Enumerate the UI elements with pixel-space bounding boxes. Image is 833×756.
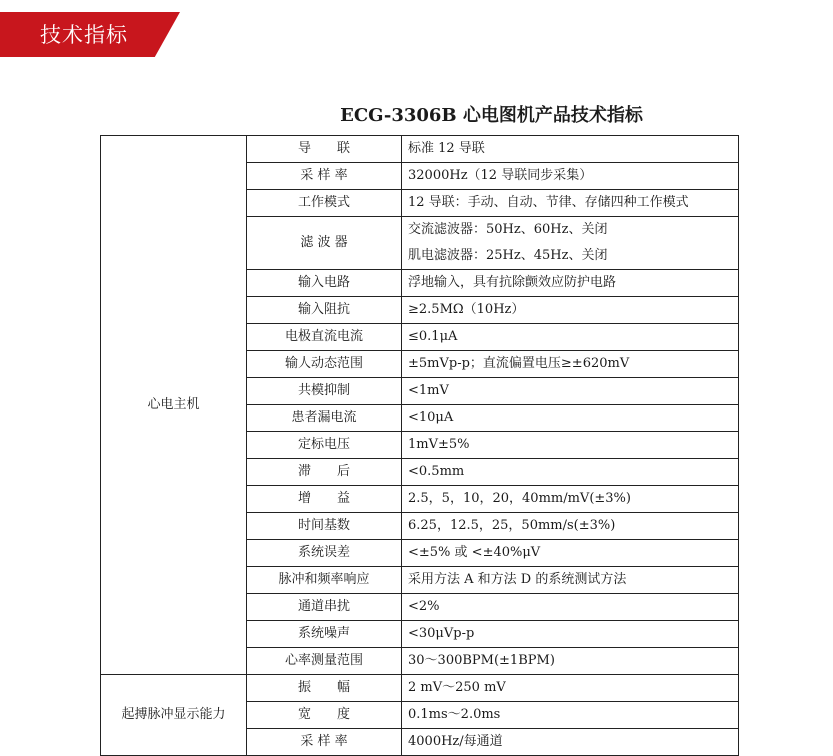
- parameter-value-line: ±5mVp-p；直流偏置电压≥±620mV: [408, 356, 630, 371]
- parameter-value: [402, 513, 739, 540]
- parameter-value: [402, 351, 739, 378]
- parameter-value-line: 12 导联：手动、自动、节律、存储四种工作模式: [408, 195, 689, 210]
- parameter-name: 采 样 率: [247, 729, 402, 756]
- parameter-value: [402, 378, 739, 405]
- parameter-name: 采 样 率: [247, 163, 402, 190]
- parameter-name: 共模抑制: [247, 378, 402, 405]
- parameter-value: [402, 270, 739, 297]
- parameter-value: [402, 297, 739, 324]
- parameter-value-line: 0.1ms～2.0ms: [408, 707, 501, 722]
- section-banner-label: 技术指标: [40, 23, 128, 47]
- parameter-value: [402, 432, 739, 459]
- parameter-value-line: <2%: [408, 599, 440, 614]
- document-title: ECG-3306B 心电图机产品技术指标: [340, 105, 643, 126]
- parameter-value: [402, 621, 739, 648]
- parameter-value-line: 浮地输入，具有抗除颤效应防护电路: [408, 275, 617, 290]
- parameter-value-line: <0.5mm: [408, 464, 465, 479]
- parameter-name: 输入阻抗: [247, 297, 402, 324]
- parameter-name: 时间基数: [247, 513, 402, 540]
- group-label: 起搏脉冲显示能力: [101, 675, 247, 756]
- parameter-name: 输人动态范围: [247, 351, 402, 378]
- parameter-value: [402, 648, 739, 675]
- parameter-value: [402, 594, 739, 621]
- parameter-name: 脉冲和频率响应: [247, 567, 402, 594]
- parameter-name: 患者漏电流: [247, 405, 402, 432]
- parameter-value: [402, 136, 739, 163]
- parameter-value: [402, 190, 739, 217]
- parameter-value: [402, 702, 739, 729]
- parameter-value: [402, 324, 739, 351]
- parameter-name: 通道串扰: [247, 594, 402, 621]
- parameter-value: [402, 217, 739, 270]
- parameter-value-line: <30μVp-p: [408, 626, 475, 641]
- table-row: [101, 675, 739, 702]
- parameter-name: 滞 后: [247, 459, 402, 486]
- parameter-name: 系统噪声: [247, 621, 402, 648]
- parameter-name: 增 益: [247, 486, 402, 513]
- parameter-value: [402, 486, 739, 513]
- parameter-name: 工作模式: [247, 190, 402, 217]
- parameter-value-line: 交流滤波器：50Hz、60Hz、关闭: [408, 222, 608, 237]
- parameter-value-line: 2.5，5，10，20，40mm/mV(±3%): [408, 491, 631, 506]
- parameter-name: 滤 波 器: [247, 217, 402, 270]
- parameter-value-line: 采用方法 A 和方法 D 的系统测试方法: [408, 572, 627, 587]
- parameter-value-line: ≤0.1μA: [408, 329, 458, 344]
- parameter-value: [402, 675, 739, 702]
- parameter-name: 振 幅: [247, 675, 402, 702]
- parameter-value-line: 6.25，12.5，25，50mm/s(±3%): [408, 518, 616, 533]
- parameter-value-line: 30～300BPM(±1BPM): [408, 653, 555, 668]
- parameter-value-line: ≥2.5MΩ（10Hz）: [408, 302, 525, 317]
- group-label: 心电主机: [101, 136, 247, 675]
- parameter-value: [402, 163, 739, 190]
- spec-table-body: [101, 136, 739, 756]
- parameter-name: 心率测量范围: [247, 648, 402, 675]
- spec-table: [100, 135, 739, 756]
- parameter-name: 导 联: [247, 136, 402, 163]
- parameter-value: [402, 567, 739, 594]
- parameter-value-line: 2 mV～250 mV: [408, 680, 506, 695]
- table-row: [101, 136, 739, 163]
- parameter-name: 宽 度: [247, 702, 402, 729]
- parameter-value: [402, 540, 739, 567]
- parameter-value-line: 32000Hz（12 导联同步采集）: [408, 168, 593, 183]
- parameter-name: 电极直流电流: [247, 324, 402, 351]
- parameter-value-line: <1mV: [408, 383, 449, 398]
- parameter-value: [402, 459, 739, 486]
- parameter-value-line: 1mV±5%: [408, 437, 470, 452]
- parameter-value-line: 4000Hz/每通道: [408, 734, 503, 749]
- parameter-value-line: 标准 12 导联: [408, 141, 485, 156]
- parameter-value: [402, 729, 739, 756]
- parameter-name: 输入电路: [247, 270, 402, 297]
- parameter-value-line: <±5% 或 <±40%μV: [408, 545, 541, 560]
- parameter-name: 定标电压: [247, 432, 402, 459]
- parameter-value: [402, 405, 739, 432]
- parameter-value-line: 肌电滤波器：25Hz、45Hz、关闭: [408, 248, 608, 263]
- parameter-value-line: <10μA: [408, 410, 454, 425]
- parameter-name: 系统误差: [247, 540, 402, 567]
